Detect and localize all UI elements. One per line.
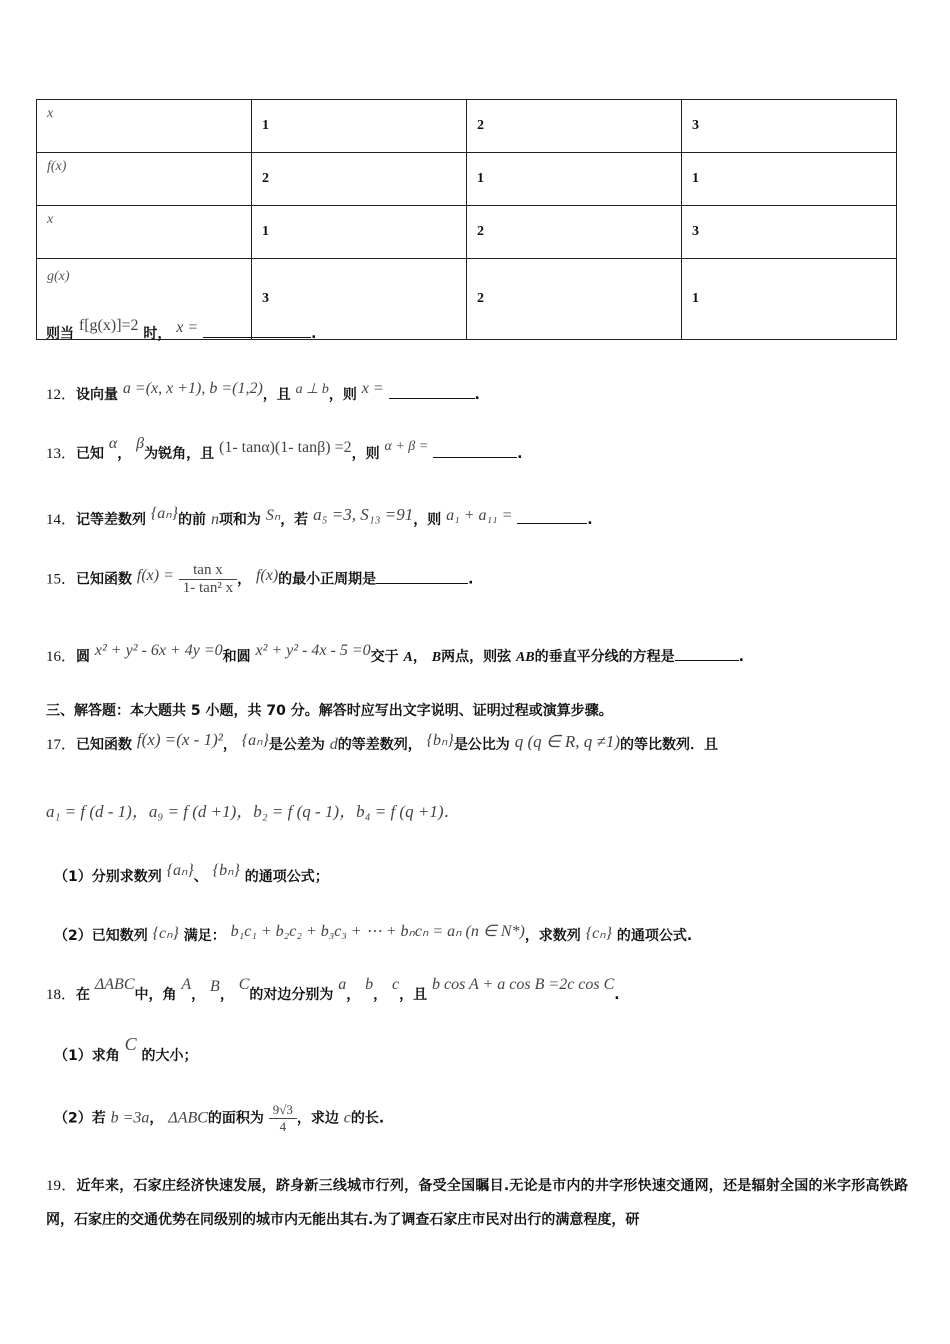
text: 的等差数列， [337, 737, 422, 753]
text: . [614, 987, 620, 1003]
text: （2）已知数列 [54, 928, 148, 944]
text: 已知函数 [76, 737, 133, 753]
row-label: g(x) [37, 259, 252, 340]
row-label: x [37, 100, 252, 153]
answer-blank[interactable] [389, 398, 475, 399]
answer-blank[interactable] [376, 583, 468, 584]
question-19 [46, 1169, 908, 1237]
answer-blank[interactable] [203, 337, 311, 338]
row-label: f(x) [37, 153, 252, 206]
math: d [329, 736, 338, 753]
q17-part-2 [54, 925, 910, 945]
math: q (q ∈ R, q ≠1) [514, 732, 621, 751]
question-number: 17． [46, 737, 77, 753]
text: 的最小正周期是 [278, 571, 377, 588]
math: A [403, 650, 413, 665]
math: β [136, 435, 145, 452]
math: x² + y² - 6x + 4y =0 [94, 642, 223, 659]
text: ， [191, 987, 206, 1003]
text: 已知 [76, 446, 105, 462]
table-cell: 1 [252, 206, 467, 259]
text: ， [117, 446, 132, 462]
math: {aₙ} [241, 732, 269, 749]
text: ，则 [351, 446, 380, 462]
question-15 [46, 562, 910, 597]
table-row [37, 206, 897, 259]
row-label: x [37, 206, 252, 259]
math: {aₙ} [166, 862, 194, 879]
math: C [238, 976, 250, 993]
table-cell: 3 [682, 100, 897, 153]
math: x = [176, 319, 199, 336]
text: 已知函数 [76, 571, 133, 588]
math: b₁c₁ + b₂c₂ + b₃c₃ + ⋯ + bₙcₙ = aₙ (n ∈ N*) [230, 923, 525, 940]
math: {aₙ} [150, 505, 179, 522]
math: f(x) = [136, 566, 174, 584]
text: ， [219, 987, 234, 1003]
text: ，若 [280, 512, 309, 528]
denominator: 4 [279, 1119, 287, 1134]
text: ，求数列 [524, 928, 581, 944]
math: (1- tanα)(1- tanβ) =2 [219, 439, 352, 456]
question-17 [46, 730, 910, 754]
text: ，则 [413, 512, 442, 528]
question-text: 近年来，石家庄经济快速发展，跻身新三线城市行列，备受全国瞩目.无论是市内的井字形快速交通网，还是辐射全国的米字形高铁路网，石家庄的交通优势在同级别的城市内无能出其右.为了调查石家庄市民对出行的满意程度，研 [46, 1178, 908, 1228]
table-cell: 1 [467, 153, 682, 206]
table-cell: 2 [252, 153, 467, 206]
math: x² + y² - 4x - 5 =0 [255, 642, 371, 659]
text: ， [346, 987, 361, 1003]
math: a₁ = f (d - 1)，a₉ = f (d +1)，b₂ = f (q - 1)，b₄ = f (q +1)． [46, 802, 461, 821]
text: . [311, 326, 317, 342]
text: ，且 [399, 987, 428, 1003]
text: 为锐角，且 [144, 446, 215, 462]
table-cell: 3 [252, 259, 467, 340]
question-number: 16． [46, 649, 77, 665]
fraction [269, 1102, 297, 1135]
q17-part-1 [54, 862, 910, 886]
text: 记等差数列 [76, 512, 147, 528]
math: C [124, 1034, 137, 1054]
math: {bₙ} [426, 732, 454, 749]
text: 中，角 [134, 987, 177, 1003]
text: . [587, 512, 593, 528]
table-cell: 2 [467, 206, 682, 259]
text: ， [412, 649, 427, 665]
denominator: 1- tan² x [182, 580, 234, 596]
text: 的通项公式； [244, 869, 329, 885]
text: 是公比为 [453, 737, 510, 753]
text: 两点，则弦 [441, 649, 512, 665]
math: a [338, 976, 347, 993]
math: B [431, 650, 442, 665]
math: f(x) [255, 566, 279, 584]
text: 的垂直平分线的方程是 [534, 649, 675, 665]
text: ， [222, 737, 237, 753]
math: x = [361, 380, 384, 397]
text: 的通项公式. [616, 928, 693, 944]
math: Sₙ [265, 507, 281, 524]
table-cell: 3 [682, 206, 897, 259]
text: 则当 [46, 326, 74, 342]
q18-part-2 [54, 1102, 910, 1135]
text: . [738, 649, 744, 665]
math: a =(x, x +1), b =(1,2) [122, 380, 263, 397]
text: ， [149, 1110, 164, 1127]
math: ΔABC [94, 976, 135, 993]
question-16 [46, 642, 910, 666]
math: AB [515, 650, 535, 665]
text: （2）若 [54, 1110, 106, 1127]
answer-blank[interactable] [433, 457, 517, 458]
text: 设向量 [76, 387, 119, 403]
text: 、 [193, 869, 208, 885]
math: f[g(x)]=2 [78, 317, 139, 334]
text: 是公差为 [268, 737, 325, 753]
math: ΔABC [168, 1109, 208, 1127]
math: n [210, 511, 219, 528]
q18-part-1 [54, 1034, 910, 1065]
math: a ⊥ b [295, 382, 329, 397]
math: B [210, 978, 220, 995]
math: b =3a [110, 1109, 150, 1127]
text: 的等比数列．且 [620, 737, 719, 753]
math: α + β = [384, 439, 429, 454]
math: {cₙ} [152, 925, 179, 942]
numerator: tan x [179, 562, 237, 580]
section-title: 三、解答题：本大题共 5 小题，共 70 分。解答时应写出文字说明、证明过程或演算步骤。 [46, 703, 613, 719]
text: 的大小； [141, 1048, 198, 1064]
text: 和圆 [222, 649, 251, 665]
math: {cₙ} [585, 925, 612, 942]
text: ， [373, 987, 388, 1003]
text: ，则 [328, 387, 357, 403]
text: 的面积为 [207, 1110, 264, 1127]
question-12 [46, 380, 910, 404]
question-number: 19． [46, 1178, 77, 1194]
table-cell: 1 [682, 259, 897, 340]
text: 在 [76, 987, 91, 1003]
text: ，求边 [296, 1110, 339, 1127]
text: 的长. [350, 1110, 385, 1127]
text: . [468, 571, 474, 588]
text: 项和为 [218, 512, 261, 528]
text: ，且 [262, 387, 291, 403]
fraction [179, 562, 237, 597]
math: A [181, 976, 192, 993]
table-row [37, 153, 897, 206]
answer-blank[interactable] [517, 523, 587, 524]
text: 时， [143, 326, 172, 342]
text: （1）求角 [54, 1048, 120, 1064]
text: . [517, 446, 523, 462]
math: c [343, 1109, 351, 1127]
math: α [108, 435, 118, 452]
q11-answer-line [46, 317, 910, 343]
table-cell: 1 [682, 153, 897, 206]
math: a₅ =3, S₁₃ =91 [313, 505, 414, 524]
text: ， [237, 571, 252, 588]
math: f(x) =(x - 1)² [136, 730, 223, 749]
text: 满足： [183, 928, 226, 944]
question-14 [46, 505, 910, 529]
text: . [474, 387, 480, 403]
math: c [391, 976, 400, 993]
question-number: 12． [46, 387, 77, 403]
math: b [365, 976, 374, 993]
question-18 [46, 976, 910, 1004]
text: （1）分别求数列 [54, 869, 162, 885]
question-number: 14． [46, 512, 77, 528]
question-number: 18． [46, 987, 77, 1003]
numerator: 9√3 [269, 1102, 297, 1119]
text: 圆 [76, 649, 91, 665]
text: 交于 [370, 649, 399, 665]
table-cell: 1 [252, 100, 467, 153]
q17-conditions [46, 797, 910, 822]
table-cell: 2 [467, 259, 682, 340]
function-value-table [36, 99, 897, 340]
math: b cos A + a cos B =2c cos C [431, 976, 615, 993]
question-number: 15． [46, 571, 77, 588]
table-row [37, 100, 897, 153]
question-13 [46, 435, 910, 463]
text: 的前 [178, 512, 207, 528]
math: {bₙ} [212, 862, 240, 879]
math: a₁ + a₁₁ = [446, 507, 513, 524]
table-cell: 2 [467, 100, 682, 153]
text: 的对边分别为 [249, 987, 334, 1003]
answer-blank[interactable] [675, 660, 739, 661]
question-number: 13． [46, 446, 77, 462]
